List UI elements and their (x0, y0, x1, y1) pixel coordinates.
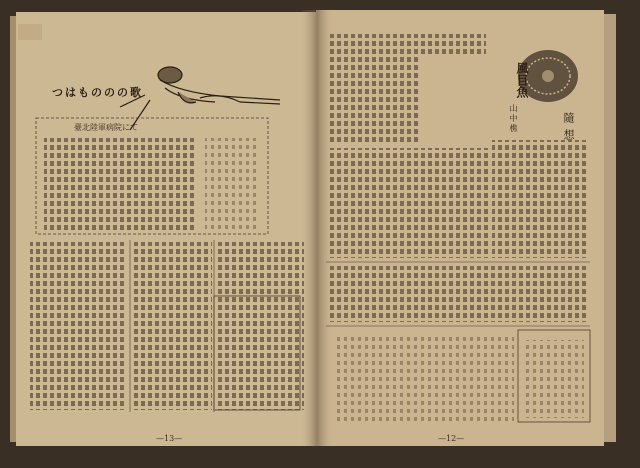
poem-box-text (44, 138, 194, 230)
haiku-columns (334, 336, 514, 422)
haiku-box-text (524, 340, 584, 418)
left-page-number: —13— (156, 434, 183, 443)
left-page-corner (18, 24, 42, 40)
essay-body-1 (330, 148, 490, 258)
essay-body-2 (492, 140, 586, 258)
essay-author: 山中樵 (509, 104, 518, 134)
left-article-col-3 (218, 242, 304, 410)
left-article-col-1 (30, 242, 126, 410)
right-page-number: —12— (438, 434, 465, 443)
essay-title: 風目魚 (515, 62, 529, 98)
essay-body-3 (330, 266, 586, 322)
essay-series: 隨想 (562, 112, 575, 146)
gutter-shadow (300, 10, 334, 446)
right-top-col (330, 34, 418, 144)
right-top-col-2 (420, 34, 486, 54)
poem-title: つはもののの歌 (52, 86, 143, 99)
left-article-col-2 (134, 242, 212, 410)
poem-subtitle: 臺北陸軍病院にて (74, 123, 138, 132)
poem-authors (205, 138, 260, 230)
